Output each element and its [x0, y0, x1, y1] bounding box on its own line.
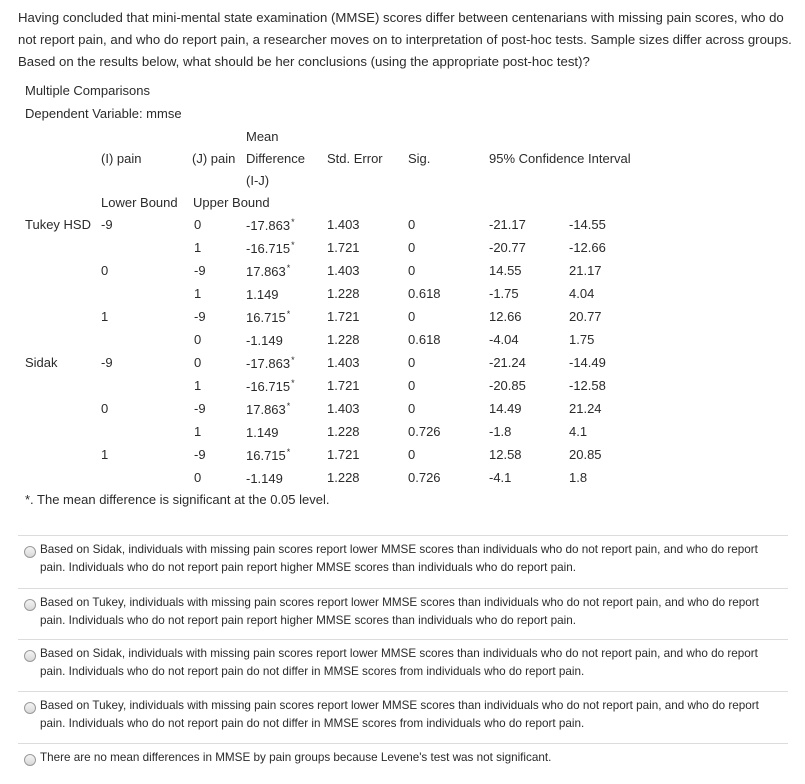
- cell-j-pain: -9: [194, 309, 206, 324]
- radio-button[interactable]: [24, 599, 36, 611]
- cell-j-pain: 0: [194, 332, 202, 347]
- cell-std-error: 1.228: [327, 424, 360, 439]
- question-text: Having concluded that mini-mental state examination (MMSE) scores differ between centenarians with missing pain scores, who do not report pain, and who do report pain, a researcher moves on to interpretation of post-hoc tests. Sample sizes differ across groups. Based on the results below, what should be her conclusions (using the appropriate post-hoc test)?: [18, 10, 792, 69]
- cell-i-pain: 0: [101, 263, 109, 278]
- cell-j-pain: 0: [194, 217, 202, 232]
- answer-option[interactable]: [18, 588, 788, 640]
- significance-star: *: [291, 378, 295, 388]
- cell-std-error: 1.721: [327, 378, 360, 393]
- cell-std-error: 1.721: [327, 240, 360, 255]
- cell-j-pain: -9: [194, 401, 206, 416]
- answer-option-text: Based on Tukey, individuals with missing pain scores report lower MMSE scores than individuals who do not report pain, and who do report pain. Individuals who do not report pain report higher MMSE scores than individuals who do report pain.: [40, 596, 759, 627]
- header-mean: Mean: [246, 129, 279, 144]
- cell-sig: 0.726: [408, 424, 441, 439]
- cell-j-pain: 0: [194, 470, 202, 485]
- cell-std-error: 1.403: [327, 401, 360, 416]
- cell-sig: 0: [408, 355, 416, 370]
- significance-star: *: [291, 355, 295, 365]
- cell-lower-bound: -20.77: [489, 240, 526, 255]
- cell-std-error: 1.721: [327, 309, 360, 324]
- cell-sig: 0.618: [408, 332, 441, 347]
- cell-std-error: 1.721: [327, 447, 360, 462]
- significance-star: *: [291, 217, 295, 227]
- cell-j-pain: -9: [194, 263, 206, 278]
- cell-j-pain: 1: [194, 286, 202, 301]
- answer-option[interactable]: [18, 535, 788, 589]
- cell-upper-bound: 4.04: [569, 286, 595, 301]
- cell-i-pain: 1: [101, 447, 109, 462]
- header-j-pain: (J) pain: [192, 151, 236, 166]
- cell-lower-bound: 14.49: [489, 401, 522, 416]
- cell-j-pain: -9: [194, 447, 206, 462]
- cell-std-error: 1.228: [327, 286, 360, 301]
- cell-upper-bound: -14.55: [569, 217, 606, 232]
- cell-upper-bound: 21.17: [569, 263, 602, 278]
- cell-upper-bound: 21.24: [569, 401, 602, 416]
- cell-lower-bound: -4.1: [489, 470, 512, 485]
- cell-sig: 0: [408, 309, 416, 324]
- cell-mean-difference: 17.863*: [246, 263, 291, 279]
- radio-button[interactable]: [24, 754, 36, 766]
- header-i-j: (I-J): [246, 173, 270, 188]
- significance-star: *: [286, 263, 291, 273]
- cell-lower-bound: -4.04: [489, 332, 519, 347]
- cell-mean-difference: -16.715*: [246, 240, 295, 256]
- dependent-variable: Dependent Variable: mmse: [25, 106, 182, 121]
- cell-upper-bound: 20.85: [569, 447, 602, 462]
- cell-upper-bound: -14.49: [569, 355, 606, 370]
- cell-i-pain: -9: [101, 355, 113, 370]
- radio-button[interactable]: [24, 702, 36, 714]
- cell-j-pain: 1: [194, 378, 202, 393]
- cell-lower-bound: 12.58: [489, 447, 522, 462]
- cell-i-pain: 1: [101, 309, 109, 324]
- header-i-pain: (I) pain: [101, 151, 142, 166]
- cell-lower-bound: 14.55: [489, 263, 522, 278]
- cell-upper-bound: 4.1: [569, 424, 588, 439]
- header-difference: Difference: [246, 151, 306, 166]
- cell-mean-difference: 16.715*: [246, 447, 291, 463]
- cell-i-pain: 0: [101, 401, 109, 416]
- cell-mean-difference: -16.715*: [246, 378, 295, 394]
- header-upper-bound: Upper Bound: [193, 195, 270, 210]
- cell-method: Tukey HSD: [25, 217, 91, 232]
- cell-upper-bound: -12.58: [569, 378, 606, 393]
- cell-mean-difference: -1.149: [246, 333, 283, 348]
- answer-option-text: Based on Tukey, individuals with missing pain scores report lower MMSE scores than individuals who do not report pain, and who do report pain. Individuals who do not report pain do not differ in MMSE scores from individuals who do report pain.: [40, 699, 759, 730]
- cell-j-pain: 0: [194, 355, 202, 370]
- cell-j-pain: 1: [194, 424, 202, 439]
- radio-button[interactable]: [24, 546, 36, 558]
- cell-mean-difference: 1.149: [246, 287, 279, 302]
- cell-mean-difference: 16.715*: [246, 309, 291, 325]
- significance-star: *: [286, 309, 291, 319]
- cell-lower-bound: -21.24: [489, 355, 526, 370]
- cell-lower-bound: 12.66: [489, 309, 522, 324]
- answer-option-text: Based on Sidak, individuals with missing pain scores report lower MMSE scores than individuals who do not report pain, and who do report pain. Individuals who do not report pain do not differ in MMSE scores from individuals who do report pain.: [40, 647, 758, 678]
- significance-footnote: *. The mean difference is significant at the 0.05 level.: [25, 492, 330, 507]
- cell-mean-difference: -17.863*: [246, 217, 295, 233]
- cell-upper-bound: 20.77: [569, 309, 602, 324]
- answer-option[interactable]: [18, 743, 788, 784]
- cell-sig: 0: [408, 378, 416, 393]
- cell-lower-bound: -1.8: [489, 424, 512, 439]
- cell-sig: 0.618: [408, 286, 441, 301]
- cell-i-pain: -9: [101, 217, 113, 232]
- cell-j-pain: 1: [194, 240, 202, 255]
- cell-mean-difference: 17.863*: [246, 401, 291, 417]
- cell-mean-difference: -17.863*: [246, 355, 295, 371]
- cell-sig: 0: [408, 240, 416, 255]
- radio-button[interactable]: [24, 650, 36, 662]
- cell-std-error: 1.228: [327, 470, 360, 485]
- answer-option-text: Based on Sidak, individuals with missing pain scores report lower MMSE scores than individuals who do not report pain, and who do report pain. Individuals who do not report pain report higher MMSE scores than individuals who do report pain.: [40, 543, 758, 574]
- answer-option[interactable]: [18, 691, 788, 744]
- cell-method: Sidak: [25, 355, 58, 370]
- cell-upper-bound: 1.8: [569, 470, 588, 485]
- cell-std-error: 1.403: [327, 217, 360, 232]
- cell-sig: 0: [408, 217, 416, 232]
- cell-upper-bound: 1.75: [569, 332, 595, 347]
- cell-sig: 0.726: [408, 470, 441, 485]
- cell-std-error: 1.228: [327, 332, 360, 347]
- significance-star: *: [291, 240, 295, 250]
- table-title: Multiple Comparisons: [25, 83, 150, 98]
- cell-lower-bound: -20.85: [489, 378, 526, 393]
- header-confidence-interval: 95% Confidence Interval: [489, 151, 631, 166]
- cell-std-error: 1.403: [327, 355, 360, 370]
- cell-upper-bound: -12.66: [569, 240, 606, 255]
- cell-std-error: 1.403: [327, 263, 360, 278]
- significance-star: *: [286, 447, 291, 457]
- cell-sig: 0: [408, 447, 416, 462]
- cell-sig: 0: [408, 401, 416, 416]
- significance-star: *: [286, 401, 291, 411]
- cell-lower-bound: -1.75: [489, 286, 519, 301]
- answer-option-text: There are no mean differences in MMSE by pain groups because Levene's test was not significant.: [40, 751, 552, 764]
- header-std-error: Std. Error: [327, 151, 383, 166]
- cell-mean-difference: -1.149: [246, 471, 283, 486]
- header-sig: Sig.: [408, 151, 431, 166]
- header-lower-bound: Lower Bound: [101, 195, 178, 210]
- cell-sig: 0: [408, 263, 416, 278]
- cell-lower-bound: -21.17: [489, 217, 526, 232]
- answer-option[interactable]: [18, 639, 788, 692]
- cell-mean-difference: 1.149: [246, 425, 279, 440]
